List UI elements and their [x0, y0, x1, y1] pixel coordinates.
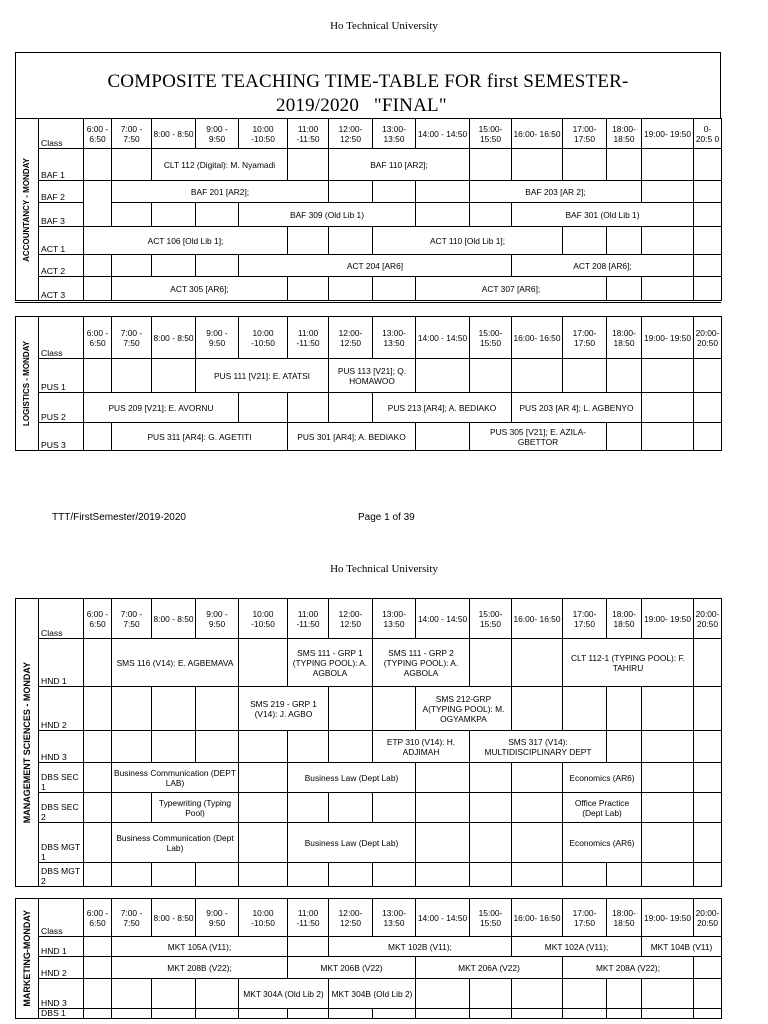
slot: Business Law (Dept Lab): [288, 823, 416, 863]
slot: MKT 208B (V22);: [112, 957, 288, 979]
slot: SMS 116 (V14): E. AGBEMAVA: [112, 639, 239, 687]
slot: ACT 208 [AR6];: [512, 255, 694, 277]
university-name-page-2: Ho Technical University: [330, 563, 438, 575]
slot: PUS 111 [V21]: E. ATATSI: [196, 359, 329, 393]
slot: PUS 209 [V21]; E. AVORNU: [84, 393, 239, 423]
class-label: BAF 2: [39, 181, 84, 203]
slot: MKT 304A (Old Lib 2): [239, 979, 329, 1009]
slot: MKT 102B (V11);: [329, 937, 512, 957]
slot: BAF 301 (Old Lib 1): [512, 203, 694, 227]
slot: ACT 204 [AR6]: [239, 255, 512, 277]
dept-label-accountancy: ACCOUNTANCY - MONDAY: [16, 119, 39, 301]
management-table: MANAGEMENT SCIENCES - MONDAY Class 6:00 - 6:50 7:00 - 7:50 8:00 - 8:50 9:00 - 9:50 10:00 -10:50 11:00 -11:50 12:00- 12:50 13:00- 13:50 14:00 - 14:50 15:00- 15:50 16:00- 16:50 17:00- 17:50 18:00- 18:50 19:00- 19:50 20:00- 20:50 HND 1 SMS 116 (V14): E. AGBEMAVA SMS 111 - GRP 1 (TYPING POOL): A. AGBOLA SMS 111 - GRP 2 (TYPING POOL): A. AGBOLA CLT 112-1 (TYPING POOL): F. TAHIRU HND 2 SMS 219 - GRP 1 (V14): J. AGBO SMS 212-GRP A(TYPING POOL): M. OGYAMKPA HND 3 ETP 310 (V14): H. ADJIMAH SMS 317 (V14): MULTIDISCIPLINARY DEPT DBS SEC 1 Business Communication (DEPT LAB) Business Law (Dept Lab) Economics (AR6) DBS SEC 2 Typewriting (Typing Pool) Office Practice (Dept Lab) DBS MGT 1 Business Communication (Dept Lab) Business Law (Dept Lab) Economics (AR6) DBS MGT 2: [15, 598, 722, 887]
slot: MKT 104B (V11): [642, 937, 722, 957]
slot: PUS 203 [AR 4]; L. AGBENYO: [512, 393, 642, 423]
slot: SMS 111 - GRP 2 (TYPING POOL): A. AGBOLA: [373, 639, 470, 687]
logistics-table: LOGISTICS - MONDAY Class 6:00 - 6:50 7:00 - 7:50 8:00 - 8:50 9:00 - 9:50 10:00 -10:50 11:00 -11:50 12:00- 12:50 13:00- 13:50 14:00 - 14:50 15:00- 15:50 16:00- 16:50 17:00- 17:50 18:00- 18:50 19:00- 19:50 20:00- 20:50 PUS 1 PUS 111 [V21]: E. ATATSI PUS 113 [V21]; Q. HOMAWOO PUS 2 PUS 209 [V21]; E. AVORNU PUS 213 [AR4]; A. BEDIAKO PUS 203 [AR 4]; L. AGBENYO PUS 3 PUS 311 [AR4]: G. AGETITI PUS 301 [AR4]; A. BEDIAKO PUS 305 [V21]; E. AZILA-GBETTOR: [15, 316, 722, 451]
class-label: ACT 2: [39, 255, 84, 277]
time-last: 0- 20:5 0: [694, 119, 722, 149]
slot: ACT 307 [AR6];: [416, 277, 607, 301]
accountancy-table: ACCOUNTANCY - MONDAY Class 6:00 - 6:50 7:00 - 7:50 8:00 - 8:50 9:00 - 9:50 10:00 -10:50 11:00 -11:50 12:00- 12:50 13:00- 13:50 14:00 - 14:50 15:00- 15:50 16:00- 16:50 17:00- 17:50 18:00- 18:50 19:00- 19:50 0- 20:5 0 BAF 1 CLT 112 (Digital): M. Nyamadi BAF 110 [AR2]; BAF 2 BAF 201 [AR2]; BAF 203 [AR 2]; BAF 3 BAF 309 (Old Lib 1) BAF 301 (Old Lib 1) ACT 1 ACT 106 [Old Lib 1]; ACT 110 [Old Lib 1]; ACT 2 ACT 204 [AR6] ACT 208 [AR6]; ACT 3 ACT 305 [AR6]; ACT 307 [AR6];: [15, 118, 722, 301]
title-line-1: COMPOSITE TEACHING TIME-TABLE FOR first SEMESTER-: [107, 71, 629, 92]
class-label: ACT 3: [39, 277, 84, 301]
slot: PUS 113 [V21]; Q. HOMAWOO: [329, 359, 416, 393]
slot: MKT 208A (V22);: [563, 957, 694, 979]
slot: Business Communication (Dept Lab): [112, 823, 239, 863]
slot: MKT 206B (V22): [288, 957, 416, 979]
slot: MKT 304B (Old Lib 2): [329, 979, 416, 1009]
slot: SMS 219 - GRP 1 (V14): J. AGBO: [239, 687, 329, 731]
slot: Business Communication (DEPT LAB): [112, 763, 239, 793]
dept-label-logistics: LOGISTICS - MONDAY: [16, 317, 39, 451]
footer-doc-id: TTT/FirstSemester/2019-2020: [52, 512, 186, 523]
slot: PUS 305 [V21]; E. AZILA-GBETTOR: [470, 423, 607, 451]
slot: SMS 111 - GRP 1 (TYPING POOL): A. AGBOLA: [288, 639, 373, 687]
slot: MKT 102A (V11);: [512, 937, 642, 957]
slot: ETP 310 (V14): H. ADJIMAH: [373, 731, 470, 763]
class-label: BAF 3: [39, 203, 84, 227]
slot: MKT 206A (V22): [416, 957, 563, 979]
slot: BAF 201 [AR2];: [112, 181, 329, 203]
slot: Economics (AR6): [563, 763, 642, 793]
footer-page-number: Page 1 of 39: [358, 512, 415, 523]
dept-label-marketing: MARKETING-MONDAY: [16, 899, 39, 1019]
title-box: [15, 52, 721, 118]
slot: BAF 110 [AR2];: [329, 149, 470, 181]
title-line-2: 2019/2020 "FINAL": [276, 95, 447, 116]
slot: SMS 212-GRP A(TYPING POOL): M. OGYAMKPA: [416, 687, 512, 731]
slot: CLT 112 (Digital): M. Nyamadi: [152, 149, 288, 181]
slot: CLT 112-1 (TYPING POOL): F. TAHIRU: [563, 639, 694, 687]
slot: PUS 311 [AR4]: G. AGETITI: [112, 423, 288, 451]
slot: Office Practice (Dept Lab): [563, 793, 642, 823]
slot: ACT 110 [Old Lib 1];: [373, 227, 563, 255]
class-label: BAF 1: [39, 149, 84, 181]
slot: PUS 213 [AR4]; A. BEDIAKO: [373, 393, 512, 423]
class-label: ACT 1: [39, 227, 84, 255]
slot: Business Law (Dept Lab): [288, 763, 416, 793]
slot: SMS 317 (V14): MULTIDISCIPLINARY DEPT: [470, 731, 607, 763]
slot: ACT 106 [Old Lib 1];: [84, 227, 288, 255]
slot: ACT 305 [AR6];: [112, 277, 288, 301]
university-name: Ho Technical University: [330, 20, 438, 32]
slot: PUS 301 [AR4]; A. BEDIAKO: [288, 423, 416, 451]
slot: Economics (AR6): [563, 823, 642, 863]
slot: BAF 309 (Old Lib 1): [239, 203, 416, 227]
slot: BAF 203 [AR 2];: [470, 181, 642, 203]
slot: MKT 105A (V11);: [112, 937, 288, 957]
class-header: Class: [39, 119, 84, 149]
marketing-table: MARKETING-MONDAY Class 6:00 - 6:50 7:00 - 7:50 8:00 - 8:50 9:00 - 9:50 10:00 -10:50 11:00 -11:50 12:00- 12:50 13:00- 13:50 14:00 - 14:50 15:00- 15:50 16:00- 16:50 17:00- 17:50 18:00- 18:50 19:00- 19:50 20:00- 20:50 HND 1 MKT 105A (V11); MKT 102B (V11); MKT 102A (V11); MKT 104B (V11) HND 2 MKT 208B (V22); MKT 206B (V22) MKT 206A (V22) MKT 208A (V22); HND 3 MKT 304A (Old Lib 2) MKT 304B (Old Lib 2) DBS 1: [15, 898, 722, 1019]
dept-label-management: MANAGEMENT SCIENCES - MONDAY: [16, 599, 39, 887]
slot: Typewriting (Typing Pool): [152, 793, 239, 823]
